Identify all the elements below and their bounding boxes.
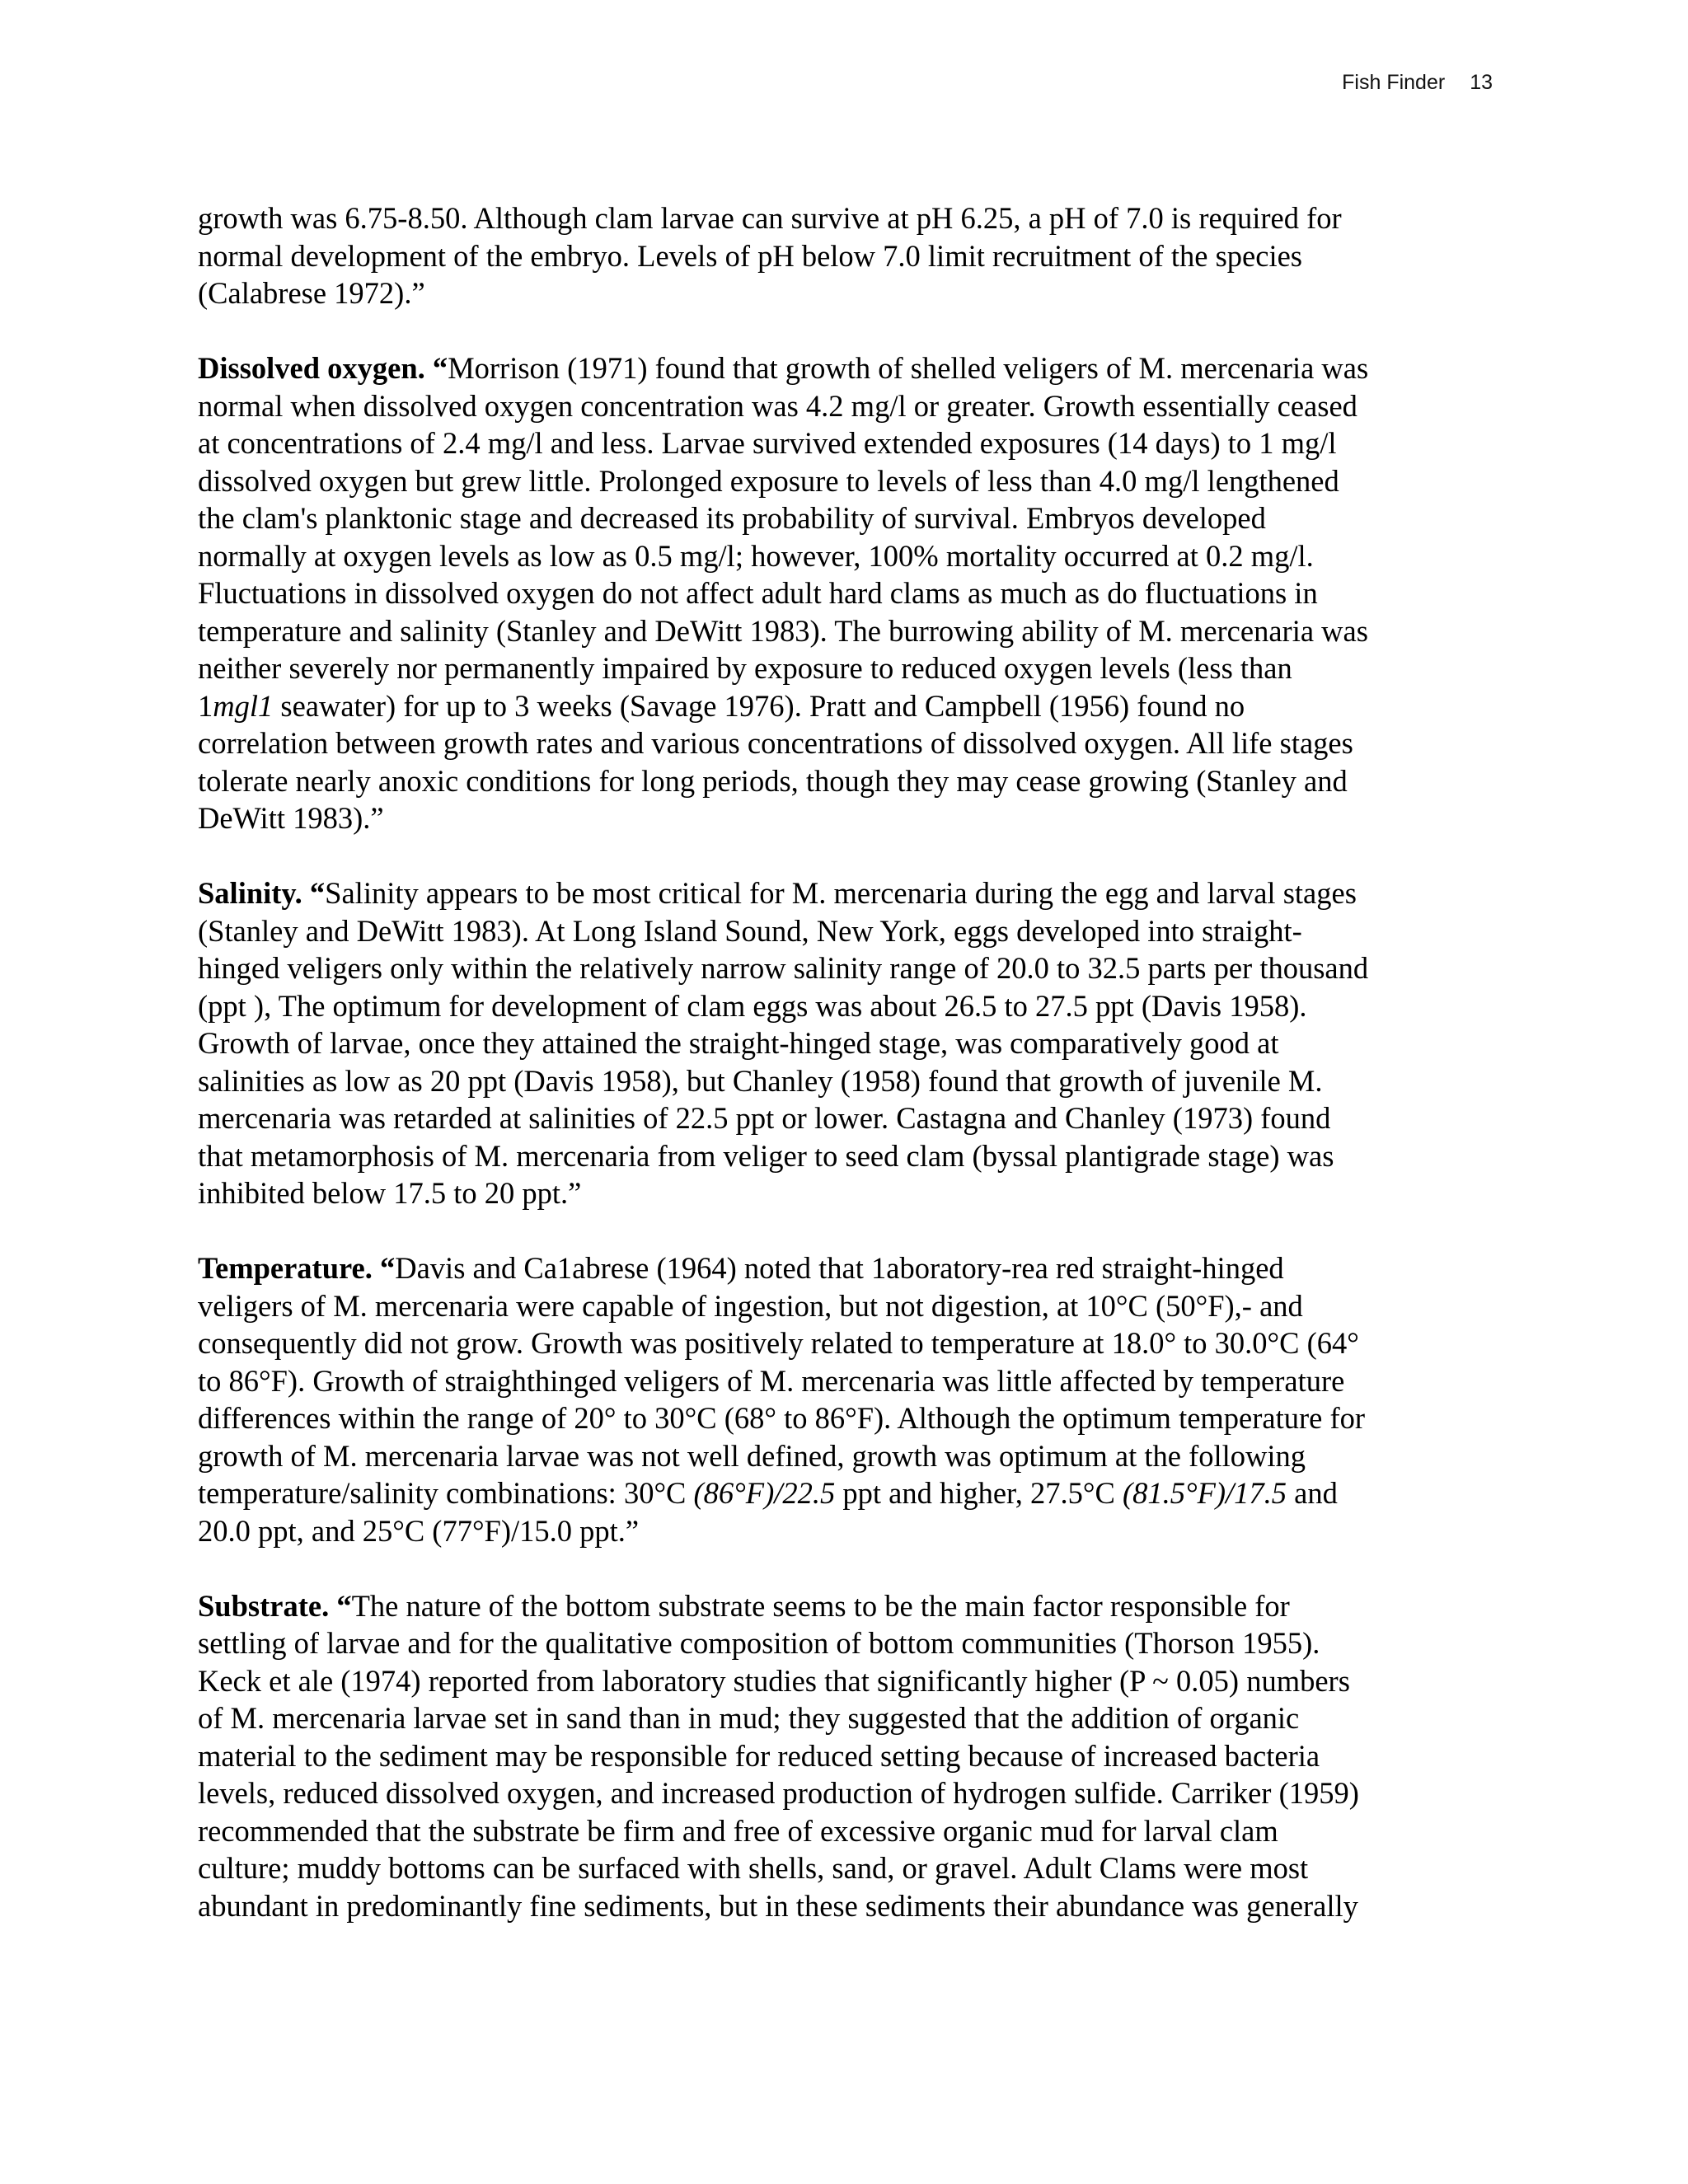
text-segment: Morrison (1971) found that growth of shelled veligers of M. mercenaria was [448, 351, 1369, 385]
text-segment: correlation between growth rates and various concentrations of dissolved oxygen. All life stages [198, 726, 1353, 760]
text-line [198, 1137, 1500, 1175]
text-segment: (81.5°F)/17.5 [1122, 1476, 1287, 1510]
text-line [198, 1624, 1500, 1662]
text-line [198, 387, 1500, 425]
text-segment: settling of larvae and for the qualitative composition of bottom communities (Thorson 1955). [198, 1626, 1320, 1660]
text-segment: consequently did not grow. Growth was positively related to temperature at 18.0° to 30.0°C (64° [198, 1326, 1359, 1360]
text-line [198, 349, 1500, 387]
text-line [198, 1512, 1500, 1550]
text-segment: (86°F)/22.5 [693, 1476, 836, 1510]
text-line [198, 1887, 1500, 1925]
text-segment: that metamorphosis of M. mercenaria from veliger to seed clam (byssal plantigrade stage) was [198, 1138, 1334, 1173]
paragraph [198, 1587, 1500, 1925]
text-line [198, 949, 1500, 987]
text-line [198, 987, 1500, 1025]
text-segment: normal when dissolved oxygen concentration was 4.2 mg/l or greater. Growth essentially ceased [198, 388, 1357, 423]
paragraph [198, 199, 1500, 312]
text-segment: the clam's planktonic stage and decreased its probability of survival. Embryos developed [198, 501, 1266, 535]
text-segment: to 86°F). Growth of straighthinged veligers of M. mercenaria was little affected by temperature [198, 1363, 1345, 1398]
text-segment: culture; muddy bottoms can be surfaced with shells, sand, or gravel. Adult Clams were most [198, 1851, 1309, 1885]
text-segment: levels, reduced dissolved oxygen, and increased production of hydrogen sulfide. Carriker (1959) [198, 1776, 1359, 1810]
section-heading: Substrate. “ [198, 1588, 352, 1623]
text-segment: Keck et ale (1974) reported from laboratory studies that significantly higher (P ~ 0.05) numbers [198, 1663, 1350, 1698]
text-line [198, 1287, 1500, 1325]
text-line [198, 1362, 1500, 1400]
paragraph [198, 349, 1500, 837]
text-segment: at concentrations of 2.4 mg/l and less. Larvae survived extended exposures (14 days) to 1 mg/l [198, 426, 1337, 460]
paragraph [198, 874, 1500, 1212]
text-segment: temperature and salinity (Stanley and DeWitt 1983). The burrowing ability of M. mercenaria was [198, 613, 1368, 648]
text-line [198, 199, 1500, 237]
text-line [198, 424, 1500, 462]
text-segment: Growth of larvae, once they attained the straight-hinged stage, was comparatively good at [198, 1026, 1279, 1060]
text-line [198, 799, 1500, 837]
text-segment: of M. mercenaria larvae set in sand than in mud; they suggested that the addition of organic [198, 1701, 1300, 1735]
text-segment: normally at oxygen levels as low as 0.5 mg/l; however, 100% mortality occurred at 0.2 mg/l. [198, 538, 1314, 573]
text-segment: mgl1 [213, 688, 274, 723]
text-segment: temperature/salinity combinations: 30°C [198, 1476, 694, 1510]
text-segment: Salinity appears to be most critical for M. mercenaria during the egg and larval stages [325, 876, 1357, 910]
text-line [198, 1024, 1500, 1062]
text-segment: veligers of M. mercenaria were capable of ingestion, but not digestion, at 10°C (50°F),- and [198, 1288, 1303, 1323]
text-line [198, 1437, 1500, 1475]
text-segment: and [1287, 1476, 1338, 1510]
text-line [198, 1324, 1500, 1362]
text-segment: The nature of the bottom substrate seems to be the main factor responsible for [351, 1588, 1290, 1623]
text-segment: 20.0 ppt, and 25°C (77°F)/15.0 ppt.” [198, 1513, 640, 1548]
text-line [198, 612, 1500, 650]
text-line [198, 537, 1500, 575]
text-line [198, 274, 1500, 312]
section-heading: Temperature. “ [198, 1251, 396, 1285]
text-line [198, 1737, 1500, 1775]
text-line [198, 1099, 1500, 1137]
text-line [198, 574, 1500, 612]
text-line [198, 499, 1500, 537]
text-segment: seawater) for up to 3 weeks (Savage 1976). Pratt and Campbell (1956) found no [273, 688, 1245, 723]
text-line [198, 1399, 1500, 1437]
text-segment: normal development of the embryo. Levels of pH below 7.0 limit recruitment of the species [198, 238, 1302, 273]
text-segment: growth was 6.75-8.50. Although clam larvae can survive at pH 6.25, a pH of 7.0 is required for [198, 201, 1342, 235]
text-line [198, 1774, 1500, 1812]
text-line [198, 1662, 1500, 1700]
text-line [198, 724, 1500, 762]
text-line [198, 1587, 1500, 1625]
running-header [1342, 71, 1493, 95]
text-segment: recommended that the substrate be firm and free of excessive organic mud for larval clam [198, 1813, 1278, 1848]
text-line [198, 687, 1500, 725]
text-segment: mercenaria was retarded at salinities of 22.5 ppt or lower. Castagna and Chanley (1973) found [198, 1101, 1331, 1135]
paragraph [198, 1249, 1500, 1549]
text-segment: Davis and Ca1abrese (1964) noted that 1aboratory-rea red straight-hinged [395, 1251, 1284, 1285]
text-line [198, 649, 1500, 687]
text-segment: differences within the range of 20° to 30°C (68° to 86°F). Although the optimum temperature for [198, 1401, 1366, 1435]
text-line [198, 912, 1500, 950]
header-title: Fish Finder [1342, 71, 1446, 94]
text-segment: material to the sediment may be responsible for reduced setting because of increased bacteria [198, 1738, 1320, 1773]
text-segment: neither severely nor permanently impaired by exposure to reduced oxygen levels (less than [198, 651, 1292, 685]
text-line [198, 1849, 1500, 1887]
text-segment: dissolved oxygen but grew little. Prolonged exposure to levels of less than 4.0 mg/l lengthened [198, 463, 1339, 498]
text-line [198, 462, 1500, 500]
page-number: 13 [1470, 71, 1493, 94]
text-line [198, 762, 1500, 800]
text-line [198, 1249, 1500, 1287]
text-segment: DeWitt 1983).” [198, 801, 384, 835]
text-segment: (ppt ), The optimum for development of clam eggs was about 26.5 to 27.5 ppt (Davis 1958). [198, 988, 1307, 1023]
text-line [198, 874, 1500, 912]
text-line [198, 1062, 1500, 1100]
text-segment: 1 [198, 688, 213, 723]
text-segment: inhibited below 17.5 to 20 ppt.” [198, 1176, 582, 1210]
body-text [198, 199, 1500, 1962]
text-segment: (Stanley and DeWitt 1983). At Long Island Sound, New York, eggs developed into straight- [198, 913, 1302, 948]
text-segment: ppt and higher, 27.5°C [835, 1476, 1123, 1510]
text-line [198, 1474, 1500, 1512]
text-segment: abundant in predominantly fine sediments, but in these sediments their abundance was generally [198, 1888, 1358, 1923]
text-segment: salinities as low as 20 ppt (Davis 1958), but Chanley (1958) found that growth of juvenile M. [198, 1063, 1323, 1098]
section-heading: Salinity. “ [198, 876, 326, 910]
text-segment: (Calabrese 1972).” [198, 276, 425, 310]
text-segment: hinged veligers only within the relatively narrow salinity range of 20.0 to 32.5 parts per thousand [198, 951, 1369, 985]
text-line [198, 1174, 1500, 1212]
text-segment: tolerate nearly anoxic conditions for long periods, though they may cease growing (Stanley and [198, 763, 1348, 798]
text-segment: growth of M. mercenaria larvae was not well defined, growth was optimum at the following [198, 1438, 1306, 1473]
text-line [198, 237, 1500, 275]
text-segment: Fluctuations in dissolved oxygen do not affect adult hard clams as much as do fluctuations in [198, 576, 1318, 610]
section-heading: Dissolved oxygen. “ [198, 351, 448, 385]
text-line [198, 1699, 1500, 1737]
text-line [198, 1812, 1500, 1850]
